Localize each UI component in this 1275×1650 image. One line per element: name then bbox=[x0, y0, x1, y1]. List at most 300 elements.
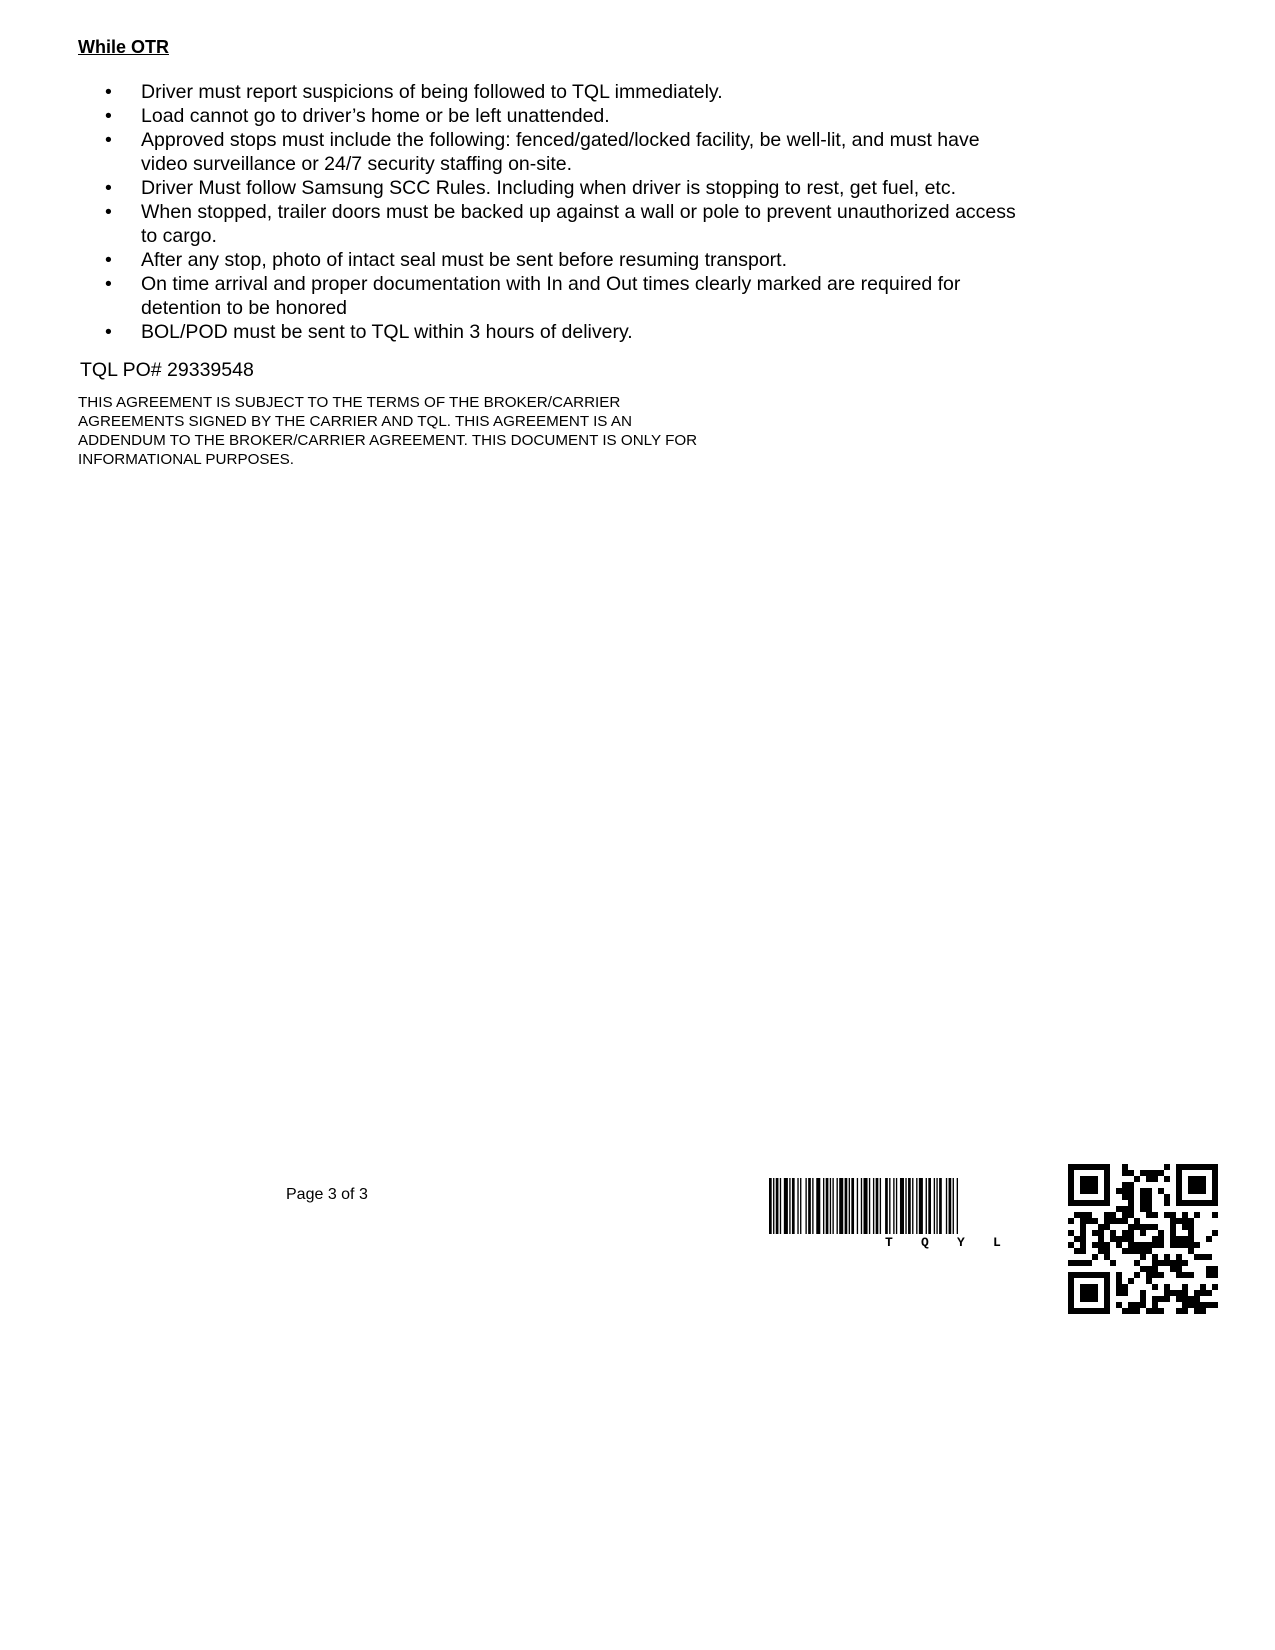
barcode-bar bbox=[861, 1178, 862, 1234]
qr-module bbox=[1134, 1302, 1140, 1308]
rule-line: After any stop, photo of intact seal must be sent before resuming transport. bbox=[141, 249, 788, 271]
qr-module bbox=[1152, 1308, 1158, 1314]
qr-module bbox=[1104, 1224, 1110, 1230]
qr-module bbox=[1140, 1296, 1146, 1302]
qr-module bbox=[1182, 1296, 1188, 1302]
qr-module bbox=[1194, 1308, 1200, 1314]
barcode-bar bbox=[934, 1178, 935, 1234]
barcode-bar bbox=[849, 1178, 850, 1234]
qr-module bbox=[1164, 1194, 1170, 1200]
list-item bbox=[78, 176, 1078, 200]
barcode-bar bbox=[800, 1178, 801, 1234]
qr-module bbox=[1080, 1248, 1086, 1254]
qr-module bbox=[1176, 1266, 1182, 1272]
barcode-bar bbox=[851, 1178, 854, 1234]
list-item bbox=[78, 80, 1078, 104]
barcode-bar bbox=[880, 1178, 881, 1234]
qr-module bbox=[1110, 1212, 1116, 1218]
qr-module bbox=[1140, 1200, 1146, 1206]
qr-module bbox=[1176, 1308, 1182, 1314]
barcode-char: Y bbox=[957, 1235, 965, 1250]
qr-module bbox=[1182, 1212, 1188, 1218]
qr-module bbox=[1170, 1224, 1176, 1230]
qr-module bbox=[1128, 1242, 1134, 1248]
barcode-bar bbox=[845, 1178, 848, 1234]
barcode-char: L bbox=[993, 1235, 1001, 1250]
qr-module bbox=[1152, 1296, 1158, 1302]
qr-module bbox=[1212, 1212, 1218, 1218]
qr-module bbox=[1188, 1230, 1194, 1236]
qr-module bbox=[1128, 1224, 1134, 1230]
rule-line: video surveillance or 24/7 security staffing on-site. bbox=[141, 153, 573, 175]
qr-module bbox=[1104, 1248, 1110, 1254]
qr-module bbox=[1080, 1242, 1086, 1248]
barcode bbox=[769, 1178, 1053, 1260]
qr-module bbox=[1134, 1272, 1140, 1278]
page-number: Page 3 of 3 bbox=[286, 1186, 368, 1203]
barcode-char: Q bbox=[921, 1235, 929, 1250]
qr-module bbox=[1152, 1224, 1158, 1230]
qr-module bbox=[1152, 1266, 1158, 1272]
qr-module bbox=[1092, 1254, 1098, 1260]
qr-module bbox=[1176, 1218, 1182, 1224]
qr-module bbox=[1146, 1170, 1152, 1176]
qr-module bbox=[1176, 1296, 1182, 1302]
bullet-icon: • bbox=[105, 81, 112, 103]
qr-module bbox=[1188, 1242, 1194, 1248]
barcode-bar bbox=[864, 1178, 868, 1234]
rule-line: to cargo. bbox=[141, 225, 217, 247]
qr-module bbox=[1122, 1194, 1128, 1200]
qr-module bbox=[1110, 1218, 1116, 1224]
list-item bbox=[78, 272, 1078, 320]
qr-module bbox=[1182, 1260, 1188, 1266]
qr-module bbox=[1104, 1242, 1110, 1248]
qr-module bbox=[1128, 1194, 1134, 1200]
disclaimer-line: THIS AGREEMENT IS SUBJECT TO THE TERMS OF THE BROKER/CARRIER bbox=[78, 394, 621, 411]
qr-module bbox=[1176, 1242, 1182, 1248]
qr-module bbox=[1140, 1290, 1146, 1296]
barcode-bar bbox=[805, 1178, 806, 1234]
qr-module bbox=[1182, 1308, 1188, 1314]
barcode-bar bbox=[936, 1178, 937, 1234]
qr-module bbox=[1152, 1170, 1158, 1176]
qr-module bbox=[1134, 1308, 1140, 1314]
qr-module bbox=[1188, 1236, 1194, 1242]
qr-module bbox=[1074, 1212, 1080, 1218]
qr-module bbox=[1170, 1230, 1176, 1236]
qr-module bbox=[1188, 1248, 1194, 1254]
qr-module bbox=[1170, 1290, 1176, 1296]
qr-module bbox=[1122, 1164, 1128, 1170]
bullet-icon: • bbox=[105, 249, 112, 271]
qr-module bbox=[1140, 1194, 1146, 1200]
qr-module bbox=[1116, 1236, 1122, 1242]
barcode-bar bbox=[949, 1178, 952, 1234]
qr-module bbox=[1116, 1272, 1122, 1278]
qr-module bbox=[1188, 1218, 1194, 1224]
qr-module bbox=[1140, 1266, 1146, 1272]
barcode-bar bbox=[773, 1178, 774, 1234]
barcode-bars bbox=[769, 1178, 1053, 1234]
qr-module bbox=[1164, 1260, 1170, 1266]
rule-line: detention to be honored bbox=[141, 297, 348, 319]
bullet-icon: • bbox=[105, 201, 112, 223]
qr-module bbox=[1116, 1284, 1122, 1290]
list-item bbox=[78, 248, 1078, 272]
qr-finder-center bbox=[1080, 1176, 1098, 1194]
barcode-bar bbox=[776, 1178, 779, 1234]
qr-module bbox=[1110, 1230, 1116, 1236]
qr-module bbox=[1086, 1218, 1092, 1224]
qr-module bbox=[1080, 1230, 1086, 1236]
qr-module bbox=[1152, 1260, 1158, 1266]
qr-module bbox=[1092, 1242, 1098, 1248]
qr-module bbox=[1128, 1188, 1134, 1194]
list-item bbox=[78, 320, 1078, 344]
qr-module bbox=[1146, 1272, 1152, 1278]
barcode-bar bbox=[837, 1178, 838, 1234]
qr-module bbox=[1200, 1308, 1206, 1314]
barcode-bar bbox=[869, 1178, 870, 1234]
qr-module bbox=[1194, 1212, 1200, 1218]
qr-module bbox=[1200, 1302, 1206, 1308]
disclaimer-line: ADDENDUM TO THE BROKER/CARRIER AGREEMENT. THIS DOCUMENT IS ONLY FOR bbox=[78, 432, 698, 449]
qr-module bbox=[1176, 1254, 1182, 1260]
qr-module bbox=[1194, 1254, 1200, 1260]
qr-module bbox=[1200, 1284, 1206, 1290]
qr-module bbox=[1206, 1266, 1212, 1272]
qr-module bbox=[1068, 1218, 1074, 1224]
barcode-bar bbox=[792, 1178, 795, 1234]
qr-module bbox=[1170, 1260, 1176, 1266]
barcode-bar bbox=[926, 1178, 927, 1234]
qr-module bbox=[1110, 1260, 1116, 1266]
rule-line: Driver must report suspicions of being followed to TQL immediately. bbox=[141, 81, 723, 103]
qr-module bbox=[1164, 1254, 1170, 1260]
qr-module bbox=[1128, 1236, 1134, 1242]
qr-module bbox=[1080, 1218, 1086, 1224]
qr-module bbox=[1068, 1230, 1074, 1236]
qr-module bbox=[1140, 1302, 1146, 1308]
qr-module bbox=[1128, 1182, 1134, 1188]
qr-module bbox=[1116, 1188, 1122, 1194]
qr-module bbox=[1158, 1242, 1164, 1248]
qr-module bbox=[1194, 1290, 1200, 1296]
qr-module bbox=[1122, 1206, 1128, 1212]
qr-module bbox=[1170, 1242, 1176, 1248]
qr-module bbox=[1092, 1230, 1098, 1236]
bullet-icon: • bbox=[105, 321, 112, 343]
qr-module bbox=[1158, 1236, 1164, 1242]
qr-module bbox=[1122, 1188, 1128, 1194]
rule-line: When stopped, trailer doors must be backed up against a wall or pole to prevent unauthorized access bbox=[141, 201, 1016, 223]
bullet-icon: • bbox=[105, 105, 112, 127]
barcode-bar bbox=[946, 1178, 947, 1234]
qr-module bbox=[1152, 1272, 1158, 1278]
barcode-bar bbox=[893, 1178, 894, 1234]
qr-module bbox=[1122, 1182, 1128, 1188]
qr-module bbox=[1092, 1218, 1098, 1224]
qr-module bbox=[1152, 1242, 1158, 1248]
qr-module bbox=[1182, 1242, 1188, 1248]
qr-module bbox=[1128, 1212, 1134, 1218]
qr-module bbox=[1152, 1254, 1158, 1260]
barcode-bar bbox=[832, 1178, 833, 1234]
qr-finder-center bbox=[1188, 1176, 1206, 1194]
barcode-bar bbox=[808, 1178, 811, 1234]
qr-module bbox=[1080, 1212, 1086, 1218]
qr-module bbox=[1164, 1296, 1170, 1302]
qr-module bbox=[1122, 1248, 1128, 1254]
qr-module bbox=[1170, 1266, 1176, 1272]
qr-module bbox=[1068, 1242, 1074, 1248]
qr-module bbox=[1164, 1200, 1170, 1206]
barcode-bar bbox=[789, 1178, 790, 1234]
qr-module bbox=[1164, 1212, 1170, 1218]
bullet-icon: • bbox=[105, 129, 112, 151]
qr-module bbox=[1152, 1176, 1158, 1182]
barcode-bar bbox=[797, 1178, 798, 1234]
qr-module bbox=[1146, 1200, 1152, 1206]
qr-module bbox=[1134, 1248, 1140, 1254]
qr-module bbox=[1164, 1164, 1170, 1170]
qr-module bbox=[1122, 1290, 1128, 1296]
qr-module bbox=[1128, 1170, 1134, 1176]
qr-module bbox=[1182, 1224, 1188, 1230]
barcode-bar bbox=[916, 1178, 917, 1234]
rule-line: Load cannot go to driver’s home or be left unattended. bbox=[141, 105, 610, 127]
qr-module bbox=[1164, 1290, 1170, 1296]
qr-module bbox=[1212, 1284, 1218, 1290]
qr-module bbox=[1152, 1284, 1158, 1290]
qr-module bbox=[1128, 1206, 1134, 1212]
qr-module bbox=[1122, 1212, 1128, 1218]
qr-module bbox=[1206, 1236, 1212, 1242]
bullet-icon: • bbox=[105, 177, 112, 199]
qr-module bbox=[1080, 1224, 1086, 1230]
qr-module bbox=[1158, 1308, 1164, 1314]
qr-module bbox=[1176, 1236, 1182, 1242]
qr-module bbox=[1182, 1218, 1188, 1224]
qr-module bbox=[1122, 1284, 1128, 1290]
barcode-bar bbox=[857, 1178, 858, 1234]
qr-module bbox=[1080, 1236, 1086, 1242]
qr-module bbox=[1146, 1308, 1152, 1314]
qr-module bbox=[1098, 1236, 1104, 1242]
qr-module bbox=[1182, 1302, 1188, 1308]
rules-list bbox=[78, 80, 1078, 344]
qr-module bbox=[1098, 1242, 1104, 1248]
qr-module bbox=[1146, 1188, 1152, 1194]
barcode-bar bbox=[780, 1178, 781, 1234]
qr-module bbox=[1074, 1248, 1080, 1254]
qr-module bbox=[1170, 1212, 1176, 1218]
qr-finder-center bbox=[1080, 1284, 1098, 1302]
qr-module bbox=[1146, 1206, 1152, 1212]
barcode-bar bbox=[812, 1178, 813, 1234]
disclaimer bbox=[78, 393, 778, 469]
qr-module bbox=[1098, 1224, 1104, 1230]
barcode-bar bbox=[784, 1178, 788, 1234]
qr-module bbox=[1128, 1308, 1134, 1314]
barcode-bar bbox=[939, 1178, 942, 1234]
list-item bbox=[78, 104, 1078, 128]
qr-module bbox=[1140, 1170, 1146, 1176]
qr-module bbox=[1146, 1266, 1152, 1272]
barcode-bar bbox=[769, 1178, 772, 1234]
qr-module bbox=[1164, 1176, 1170, 1182]
qr-module bbox=[1134, 1224, 1140, 1230]
qr-module bbox=[1176, 1272, 1182, 1278]
qr-module bbox=[1128, 1230, 1134, 1236]
qr-module bbox=[1134, 1260, 1140, 1266]
qr-module bbox=[1194, 1302, 1200, 1308]
qr-module bbox=[1194, 1242, 1200, 1248]
qr-module bbox=[1116, 1218, 1122, 1224]
rule-line: Approved stops must include the following: fenced/gated/locked facility, be well-lit, and must have bbox=[141, 129, 980, 151]
barcode-bar bbox=[896, 1178, 897, 1234]
rule-line: On time arrival and proper documentation with In and Out times clearly marked are required for bbox=[141, 273, 961, 295]
qr-module bbox=[1134, 1242, 1140, 1248]
qr-module bbox=[1194, 1296, 1200, 1302]
qr-module bbox=[1164, 1284, 1170, 1290]
qr-module bbox=[1200, 1290, 1206, 1296]
qr-module bbox=[1158, 1260, 1164, 1266]
qr-module bbox=[1206, 1302, 1212, 1308]
barcode-bar bbox=[957, 1178, 958, 1234]
qr-module bbox=[1116, 1242, 1122, 1248]
qr-module bbox=[1134, 1218, 1140, 1224]
qr-module bbox=[1074, 1236, 1080, 1242]
bullet-icon: • bbox=[105, 273, 112, 295]
qr-module bbox=[1146, 1176, 1152, 1182]
qr-module bbox=[1086, 1212, 1092, 1218]
qr-module bbox=[1128, 1278, 1134, 1284]
barcode-bar bbox=[823, 1178, 824, 1234]
section-heading: While OTR bbox=[78, 37, 169, 57]
qr-module bbox=[1182, 1290, 1188, 1296]
qr-module bbox=[1212, 1266, 1218, 1272]
qr-module bbox=[1188, 1224, 1194, 1230]
qr-module bbox=[1128, 1302, 1134, 1308]
qr-module bbox=[1152, 1236, 1158, 1242]
qr-module bbox=[1128, 1200, 1134, 1206]
qr-module bbox=[1158, 1296, 1164, 1302]
barcode-bar bbox=[900, 1178, 904, 1234]
qr-module bbox=[1104, 1212, 1110, 1218]
barcode-char: T bbox=[885, 1235, 893, 1250]
barcode-bar bbox=[928, 1178, 931, 1234]
qr-module bbox=[1134, 1176, 1140, 1182]
qr-module bbox=[1212, 1230, 1218, 1236]
qr-module bbox=[1152, 1212, 1158, 1218]
qr-module bbox=[1182, 1236, 1188, 1242]
barcode-bar bbox=[885, 1178, 888, 1234]
qr-module bbox=[1182, 1284, 1188, 1290]
qr-module bbox=[1116, 1278, 1122, 1284]
qr-module bbox=[1122, 1218, 1128, 1224]
qr-module bbox=[1206, 1254, 1212, 1260]
qr-module bbox=[1146, 1278, 1152, 1284]
barcode-bar bbox=[953, 1178, 954, 1234]
qr-code bbox=[1068, 1164, 1218, 1314]
qr-module bbox=[1116, 1302, 1122, 1308]
qr-module bbox=[1170, 1236, 1176, 1242]
barcode-bar bbox=[816, 1178, 820, 1234]
barcode-bar bbox=[889, 1178, 890, 1234]
qr-module bbox=[1110, 1236, 1116, 1242]
barcode-bar bbox=[912, 1178, 913, 1234]
qr-module bbox=[1146, 1248, 1152, 1254]
qr-module bbox=[1206, 1272, 1212, 1278]
qr-module bbox=[1146, 1212, 1152, 1218]
qr-module bbox=[1176, 1260, 1182, 1266]
list-item bbox=[78, 128, 1078, 176]
qr-module bbox=[1104, 1254, 1110, 1260]
barcode-bar bbox=[826, 1178, 829, 1234]
qr-module bbox=[1146, 1224, 1152, 1230]
qr-module bbox=[1206, 1290, 1212, 1296]
qr-module bbox=[1068, 1260, 1074, 1266]
disclaimer-line: AGREEMENTS SIGNED BY THE CARRIER AND TQL. THIS AGREEMENT IS AN bbox=[78, 413, 632, 430]
qr-module bbox=[1074, 1260, 1080, 1266]
qr-module bbox=[1158, 1170, 1164, 1176]
qr-module bbox=[1188, 1272, 1194, 1278]
qr-module bbox=[1122, 1236, 1128, 1242]
qr-module bbox=[1146, 1194, 1152, 1200]
qr-module bbox=[1116, 1206, 1122, 1212]
barcode-bar bbox=[876, 1178, 879, 1234]
qr-module bbox=[1200, 1254, 1206, 1260]
qr-module bbox=[1158, 1188, 1164, 1194]
qr-module bbox=[1098, 1248, 1104, 1254]
barcode-bar bbox=[830, 1178, 831, 1234]
qr-module bbox=[1182, 1272, 1188, 1278]
po-number: TQL PO# 29339548 bbox=[80, 359, 254, 381]
qr-module bbox=[1080, 1260, 1086, 1266]
qr-module bbox=[1152, 1302, 1158, 1308]
qr-module bbox=[1176, 1290, 1182, 1296]
qr-module bbox=[1128, 1248, 1134, 1254]
qr-module bbox=[1188, 1296, 1194, 1302]
qr-module bbox=[1140, 1188, 1146, 1194]
qr-module bbox=[1122, 1170, 1128, 1176]
rule-line: Driver Must follow Samsung SCC Rules. Including when driver is stopping to rest, get fuel, etc. bbox=[141, 177, 957, 199]
qr-module bbox=[1104, 1218, 1110, 1224]
qr-module bbox=[1140, 1248, 1146, 1254]
barcode-bar bbox=[873, 1178, 874, 1234]
barcode-bar bbox=[908, 1178, 911, 1234]
qr-module bbox=[1140, 1254, 1146, 1260]
qr-module bbox=[1146, 1242, 1152, 1248]
qr-module bbox=[1116, 1290, 1122, 1296]
qr-module bbox=[1212, 1272, 1218, 1278]
barcode-bar bbox=[919, 1178, 923, 1234]
rule-line: BOL/POD must be sent to TQL within 3 hours of delivery. bbox=[141, 321, 633, 343]
qr-module bbox=[1140, 1242, 1146, 1248]
qr-module bbox=[1188, 1302, 1194, 1308]
qr-module bbox=[1140, 1230, 1146, 1236]
list-item bbox=[78, 200, 1078, 248]
barcode-bar bbox=[839, 1178, 843, 1234]
qr-module bbox=[1140, 1224, 1146, 1230]
qr-module bbox=[1212, 1302, 1218, 1308]
qr-module bbox=[1122, 1308, 1128, 1314]
disclaimer-line: INFORMATIONAL PURPOSES. bbox=[78, 451, 295, 468]
qr-module bbox=[1170, 1218, 1176, 1224]
qr-module bbox=[1086, 1260, 1092, 1266]
